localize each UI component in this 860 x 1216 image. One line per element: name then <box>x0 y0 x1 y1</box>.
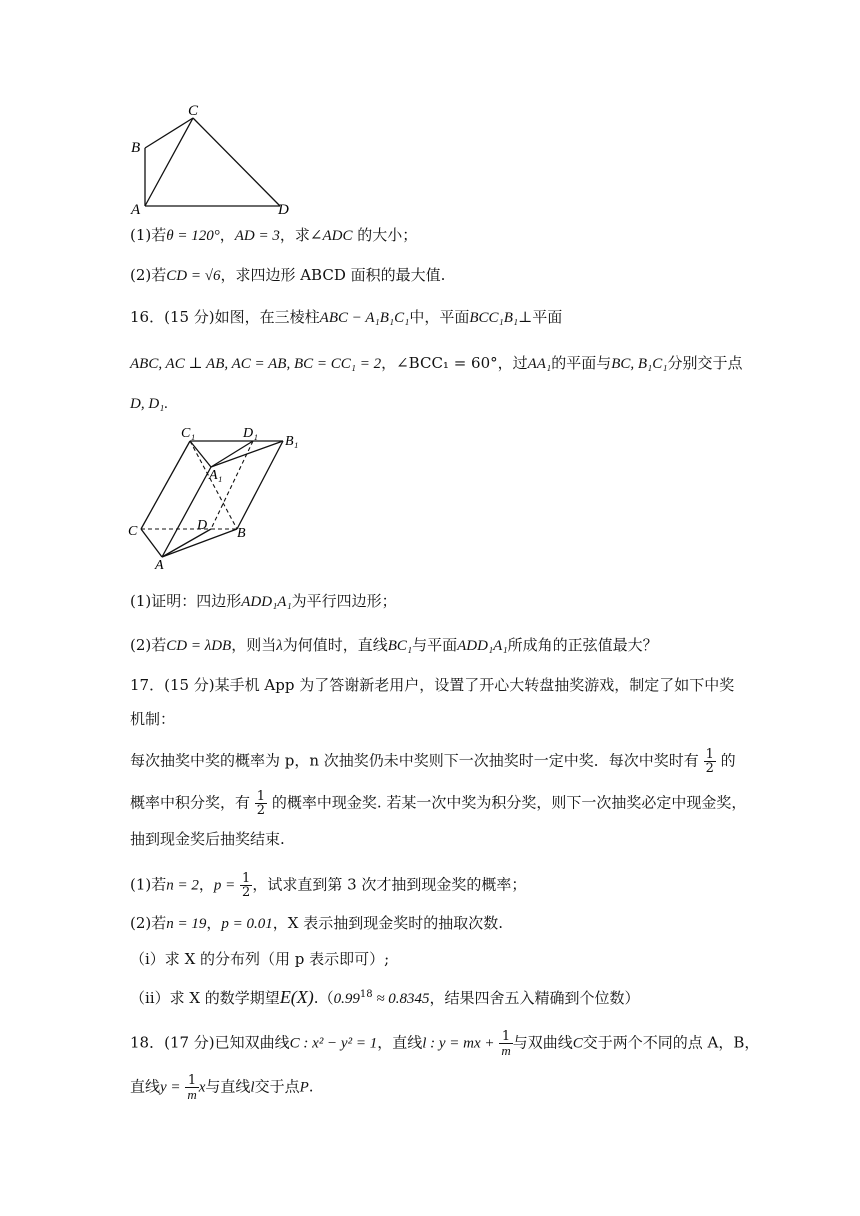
q16-part2: (2)若CD = λDB，则当λ为何值时，直线BC₁与平面ADD₁A₁所成角的正弦值最大？ <box>130 636 658 654</box>
q17-part2-ii: （ⅱ）求 X 的数学期望$E(X).(0.99^{18} \approx 0.8345$，结果四舍五入精确到个位数） <box>130 987 640 1007</box>
q17-stem-line3: 每次抽奖中奖的概率为 p，n 次抽奖仍未中奖则下一次抽奖时一定中奖．每次中奖时有 $\frac{1}{2}$ 的 <box>130 747 736 776</box>
label-b: B <box>131 140 141 156</box>
label-b: B <box>237 526 246 541</box>
label-d1: D₁ <box>243 426 258 441</box>
label-c: C <box>128 524 138 539</box>
q16-stem-line3: D, D₁. <box>130 396 169 412</box>
label-d: D <box>197 518 208 533</box>
label-d: D <box>278 202 289 218</box>
label-b1: B₁ <box>285 434 299 449</box>
q16-stem-line1: 16．(15 分)如图，在三棱柱ABC − A₁B₁C₁中，平面BCC₁B₁⊥平面 <box>130 308 563 326</box>
q17-part2: (2)若n = 19，p = 0.01，X 表示抽到现金奖时的抽取次数. <box>130 914 503 932</box>
q17-stem-line2: 机制： <box>130 710 176 728</box>
fraction-half: $\frac{1}{2}$ <box>705 747 714 776</box>
fraction-half: $\frac{1}{2}$ <box>256 789 266 818</box>
q17-stem-line5: 抽到现金奖后抽奖结束. <box>130 830 285 848</box>
q18-stem-line1: 18．(17 分)已知双曲线C : x² − y² = 1，直线l : y = mx + $\frac{1}{m}$ 与双曲线C交于两个不同的点 A，B， <box>130 1029 760 1058</box>
q17-part2-i: （ⅰ）求 X 的分布列（用 p 表示即可）; <box>130 950 390 968</box>
prism-figure <box>125 423 315 573</box>
q17-part1: (1)若n = 2，p = $\frac{1}{2}$ ，试求直到第 3 次才抽到现金奖的概率； <box>130 871 527 900</box>
q17-stem-line1: 17．(15 分)某手机 App 为了答谢新老用户，设置了开心大转盘抽奖游戏，制定了如下中奖 <box>130 676 735 694</box>
q16-stem-line2: ABC, AC ⊥ AB, AC = AB, BC = CC₁ = 2，∠BCC₁ = 60°，过AA₁的平面与BC, B₁C₁分别交于点 <box>130 354 743 372</box>
fraction-1-over-m: $\frac{1}{m}$ <box>501 1029 511 1058</box>
q15-part1: (1)若θ = 120°，AD = 3，求∠ADC 的大小； <box>130 226 418 244</box>
label-c1: C₁ <box>181 426 196 441</box>
fraction-1-over-m: $\frac{1}{m}$ <box>187 1073 197 1102</box>
q16-part1: (1)证明：四边形ADD₁A₁为平行四边形； <box>130 592 397 610</box>
label-c: C <box>188 103 199 119</box>
label-a1: A₁ <box>209 468 223 483</box>
q18-stem-line2: 直线y = $\frac{1}{m}$ x与直线l交于点P. <box>130 1073 314 1102</box>
fraction-half: $\frac{1}{2}$ <box>242 871 251 900</box>
quadrilateral-figure <box>125 100 305 218</box>
q17-stem-line4: 概率中积分奖，有 $\frac{1}{2}$ 的概率中现金奖. 若某一次中奖为积分奖，则下一次抽奖必定中现金奖， <box>130 789 747 818</box>
q15-part2: (2)若CD = √6，求四边形 ABCD 面积的最大值. <box>130 266 446 284</box>
label-a: A <box>131 202 141 218</box>
label-a: A <box>155 558 164 573</box>
